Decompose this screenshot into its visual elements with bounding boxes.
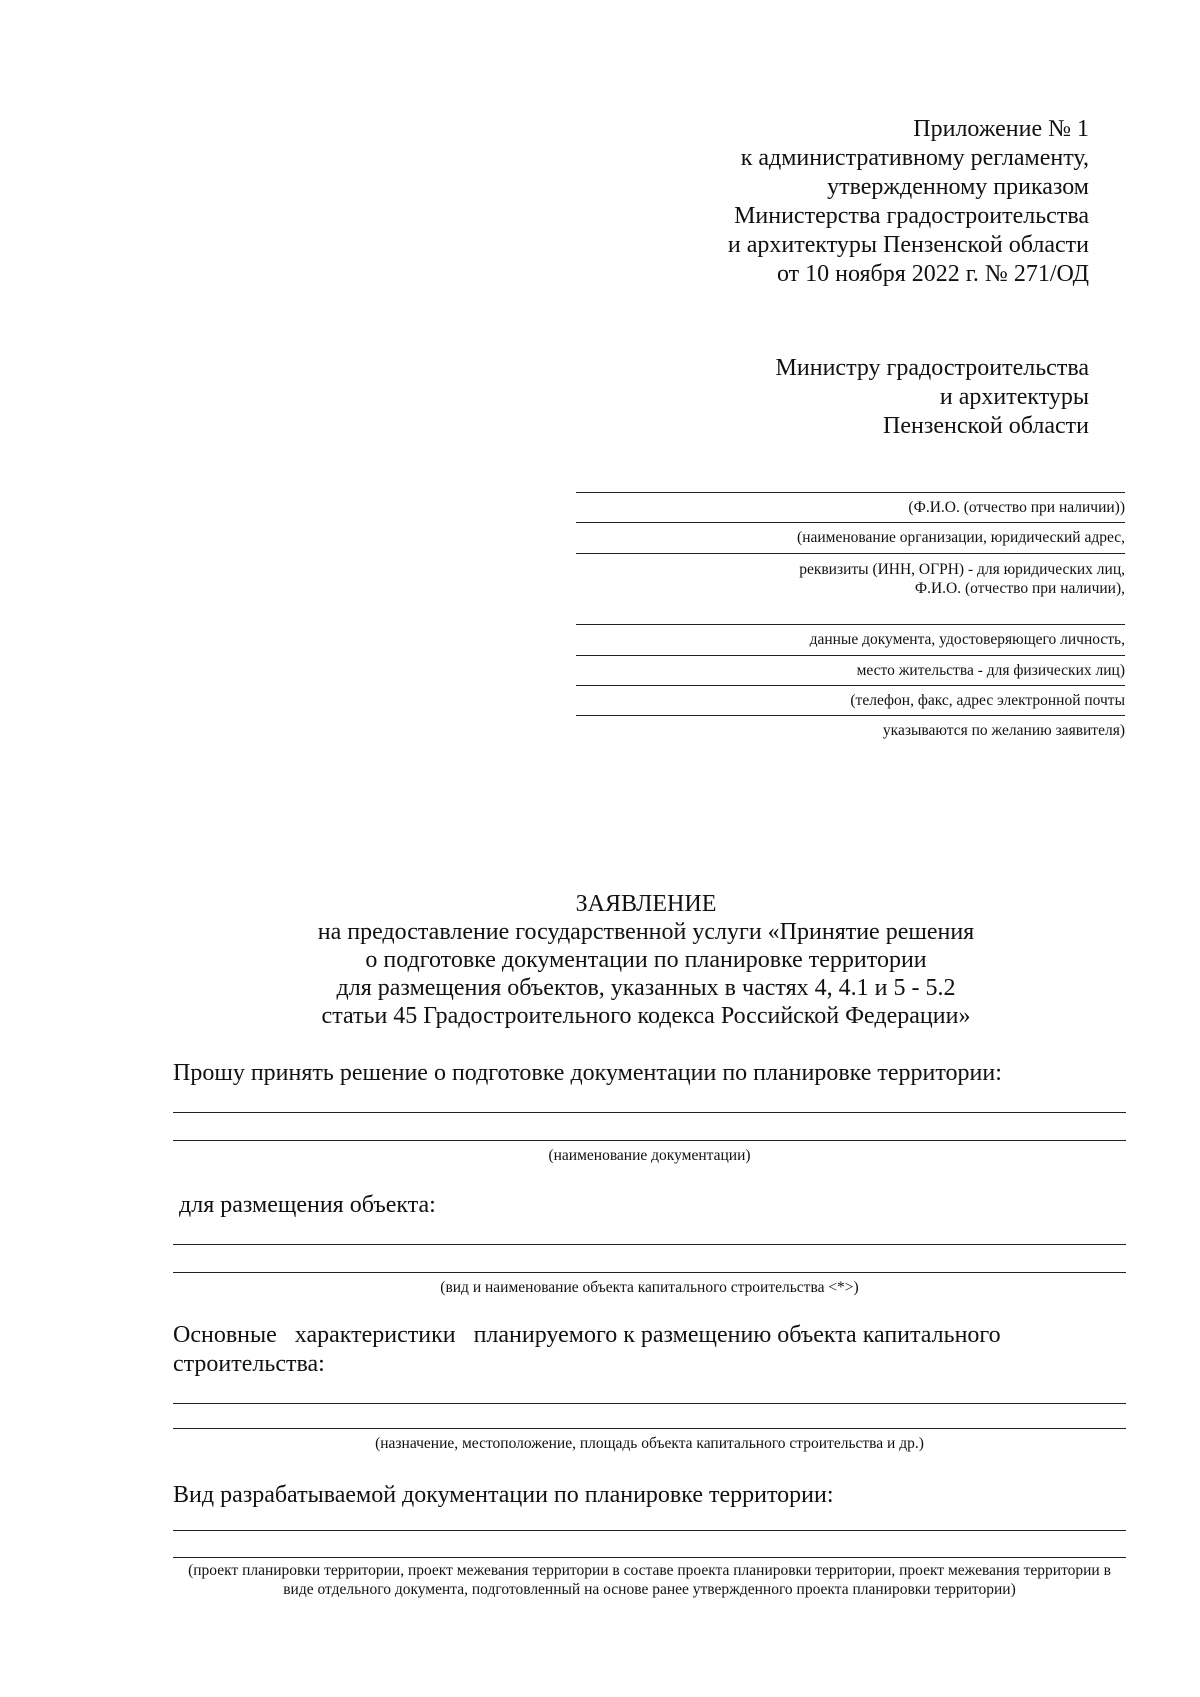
annex-line: и архитектуры Пензенской области (727, 232, 1089, 258)
document-title (0, 890, 1200, 1030)
characteristics-section (173, 1321, 1126, 1453)
addressee-line: и архитектуры (939, 384, 1089, 410)
request-text: Прошу принять решение о подготовке документации по планировке территории: (173, 1060, 1002, 1086)
title-line: для размещения объектов, указанных в частях 4, 4.1 и 5 - 5.2 (336, 975, 956, 1001)
characteristics-text: Основные характеристики планируемого к размещению объекта капитального (173, 1322, 1001, 1348)
addressee-block (489, 354, 1089, 441)
field-hint: данные документа, удостоверяющего личность, (809, 631, 1125, 648)
object-text: для размещения объекта: (173, 1192, 436, 1218)
addressee-line: Пензенской области (883, 413, 1089, 439)
field-hint: Ф.И.О. (отчество при наличии), (914, 580, 1125, 597)
field-hint: (наименование документации) (548, 1147, 751, 1164)
field-hint: (вид и наименование объекта капитального строительства <*>) (440, 1279, 859, 1296)
doc-type-text: Вид разрабатываемой документации по планировке территории: (173, 1482, 834, 1508)
annex-line: Приложение № 1 (913, 116, 1089, 142)
applicant-details (576, 492, 1125, 740)
annex-line: Министерства градостроительства (734, 203, 1089, 229)
field-hint: (наименование организации, юридический адрес, (797, 529, 1125, 546)
doc-type-section (173, 1481, 1126, 1599)
title-heading: ЗАЯВЛЕНИЕ (575, 891, 717, 917)
annex-header (489, 115, 1089, 289)
field-hint: (проект планировки территории, проект межевания территории в составе проекта планировки территории, проект межевания территории в виде отдельного документа, подготовленный на основе ранее утвержденного проекта планировки территории) (188, 1562, 1111, 1598)
request-section (173, 1059, 1126, 1165)
field-hint: место жительства - для физических лиц) (856, 662, 1125, 679)
annex-line: к административному регламенту, (740, 145, 1089, 171)
field-hint: (Ф.И.О. (отчество при наличии)) (908, 499, 1125, 516)
annex-line: утвержденному приказом (827, 174, 1089, 200)
field-hint: (назначение, местоположение, площадь объекта капитального строительства и др.) (375, 1435, 924, 1452)
title-line: на предоставление государственной услуги «Принятие решения (317, 919, 975, 945)
title-line: о подготовке документации по планировке территории (365, 947, 927, 973)
object-section (173, 1191, 1126, 1297)
field-hint: указываются по желанию заявителя) (882, 722, 1125, 739)
field-hint: (телефон, факс, адрес электронной почты (850, 692, 1125, 709)
field-hint: реквизиты (ИНН, ОГРН) - для юридических лиц, (799, 561, 1125, 578)
addressee-line: Министру градостроительства (775, 355, 1089, 381)
annex-line: от 10 ноября 2022 г. № 271/ОД (776, 261, 1089, 287)
title-line: статьи 45 Градостроительного кодекса Российской Федерации» (321, 1003, 971, 1029)
characteristics-text-continued: строительства: (173, 1351, 325, 1377)
